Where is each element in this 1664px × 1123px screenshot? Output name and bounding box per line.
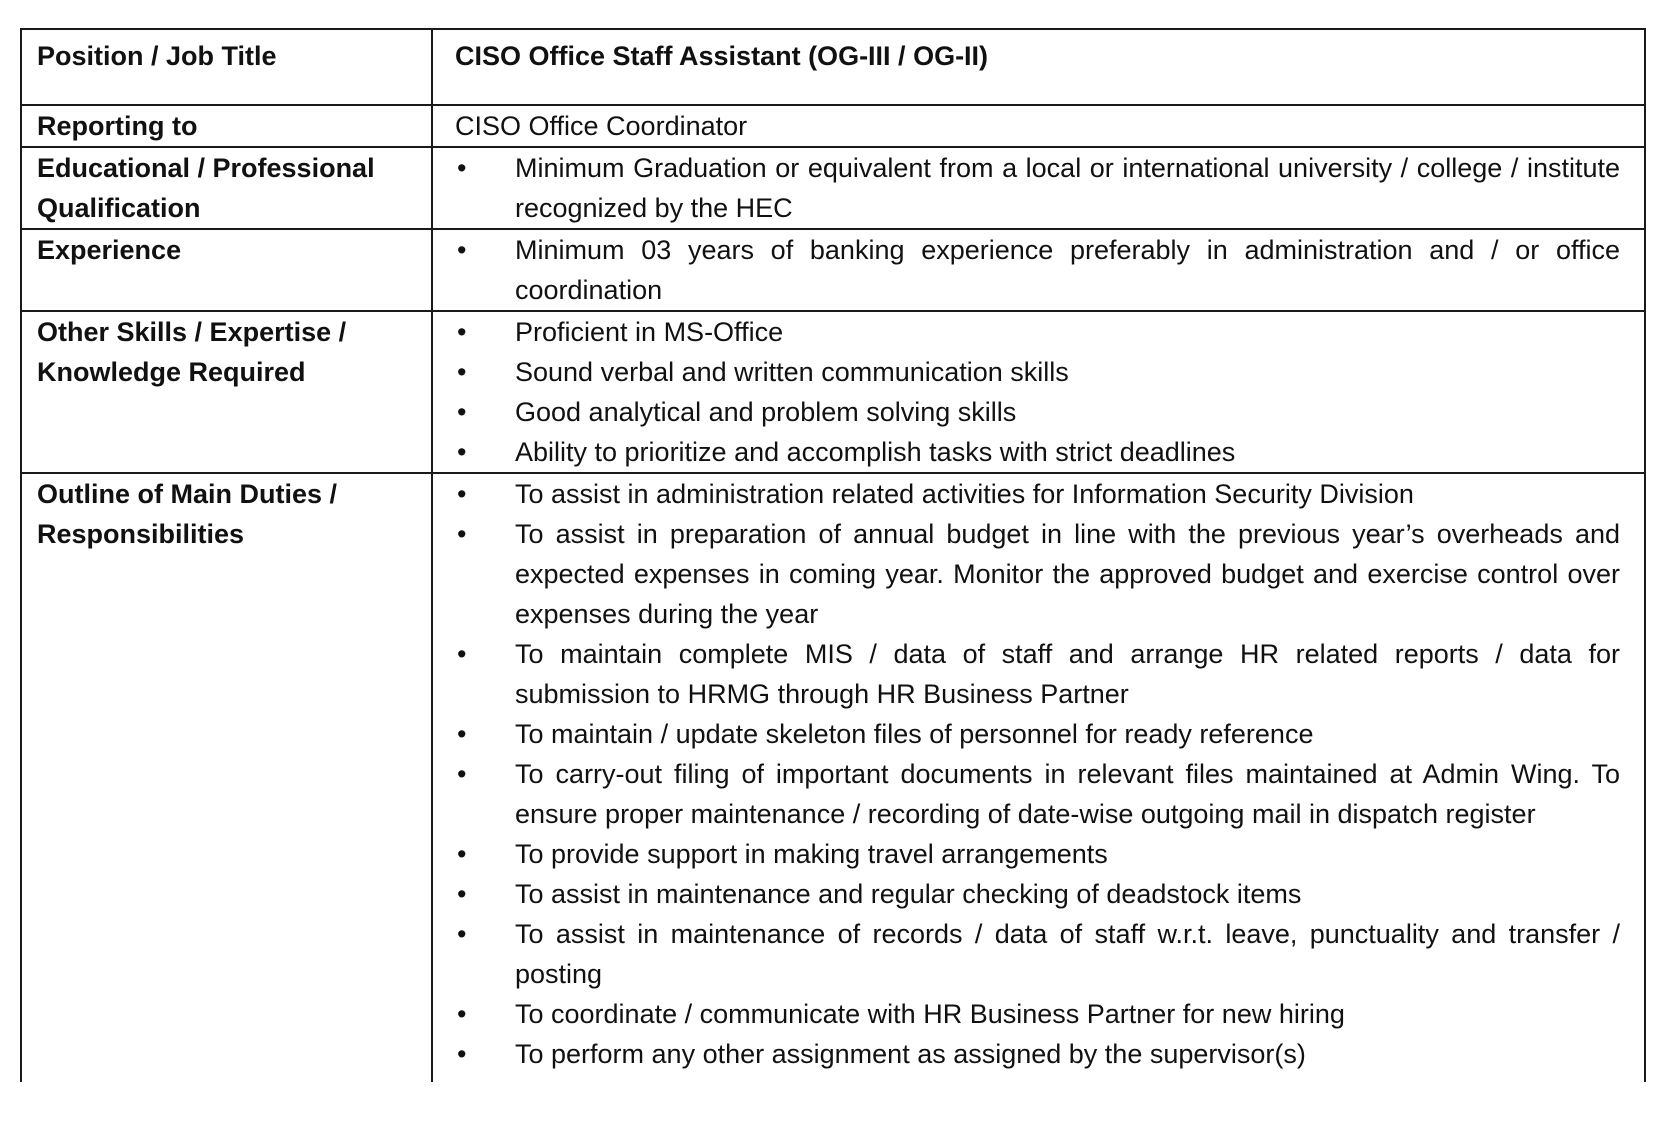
row-main-duties xyxy=(21,473,1645,1082)
row-position-title xyxy=(21,29,1645,105)
duty-item: • To provide support in making travel arrangements xyxy=(455,834,1620,874)
duty-item: • To perform any other assignment as assigned by the supervisor(s) xyxy=(455,1034,1620,1074)
value-main-duties xyxy=(432,473,1645,1082)
duty-item: • To coordinate / communicate with HR Business Partner for new hiring xyxy=(455,994,1620,1034)
duty-item: • To assist in maintenance of records / data of staff w.r.t. leave, punctuality and transfer / posting xyxy=(455,914,1620,994)
duties-list xyxy=(455,474,1620,1074)
duty-item: • To maintain complete MIS / data of staff and arrange HR related reports / data for submission to HRMG through HR Business Partner xyxy=(455,634,1620,714)
skill-item: • Good analytical and problem solving skills xyxy=(455,392,1620,432)
duty-item: • To assist in preparation of annual budget in line with the previous year’s overheads and expected expenses in coming year. Monitor the approved budget and exercise control over expenses during the year xyxy=(455,514,1620,634)
experience-item: • Minimum 03 years of banking experience preferably in administration and / or office coordination xyxy=(455,230,1620,310)
value-position-title: CISO Office Staff Assistant (OG-III / OG-II) xyxy=(432,29,1645,105)
label-main-duties: Outline of Main Duties / Responsibilities xyxy=(21,473,432,1082)
label-qualification: Educational / Professional Qualification xyxy=(21,147,432,229)
row-experience xyxy=(21,229,1645,311)
skills-list xyxy=(455,312,1620,472)
value-reporting-to: CISO Office Coordinator xyxy=(432,105,1645,147)
duty-item: • To carry-out filing of important documents in relevant files maintained at Admin Wing. To ensure proper maintenance / recording of date-wise outgoing mail in dispatch register xyxy=(455,754,1620,834)
label-experience: Experience xyxy=(21,229,432,311)
qualification-list xyxy=(455,148,1620,228)
row-qualification xyxy=(21,147,1645,229)
label-reporting-to: Reporting to xyxy=(21,105,432,147)
experience-list xyxy=(455,230,1620,310)
row-reporting-to xyxy=(21,105,1645,147)
duty-item: • To assist in maintenance and regular checking of deadstock items xyxy=(455,874,1620,914)
value-qualification xyxy=(432,147,1645,229)
label-other-skills: Other Skills / Expertise / Knowledge Required xyxy=(21,311,432,473)
skill-item: • Ability to prioritize and accomplish tasks with strict deadlines xyxy=(455,432,1620,472)
skill-item: • Proficient in MS-Office xyxy=(455,312,1620,352)
row-other-skills xyxy=(21,311,1645,473)
skill-item: • Sound verbal and written communication skills xyxy=(455,352,1620,392)
label-position-title: Position / Job Title xyxy=(21,29,432,105)
value-experience xyxy=(432,229,1645,311)
duty-item: • To assist in administration related activities for Information Security Division xyxy=(455,474,1620,514)
qualification-item: • Minimum Graduation or equivalent from a local or international university / college / institute recognized by the HEC xyxy=(455,148,1620,228)
duty-item: • To maintain / update skeleton files of personnel for ready reference xyxy=(455,714,1620,754)
value-other-skills xyxy=(432,311,1645,473)
job-description-table xyxy=(20,28,1646,1082)
